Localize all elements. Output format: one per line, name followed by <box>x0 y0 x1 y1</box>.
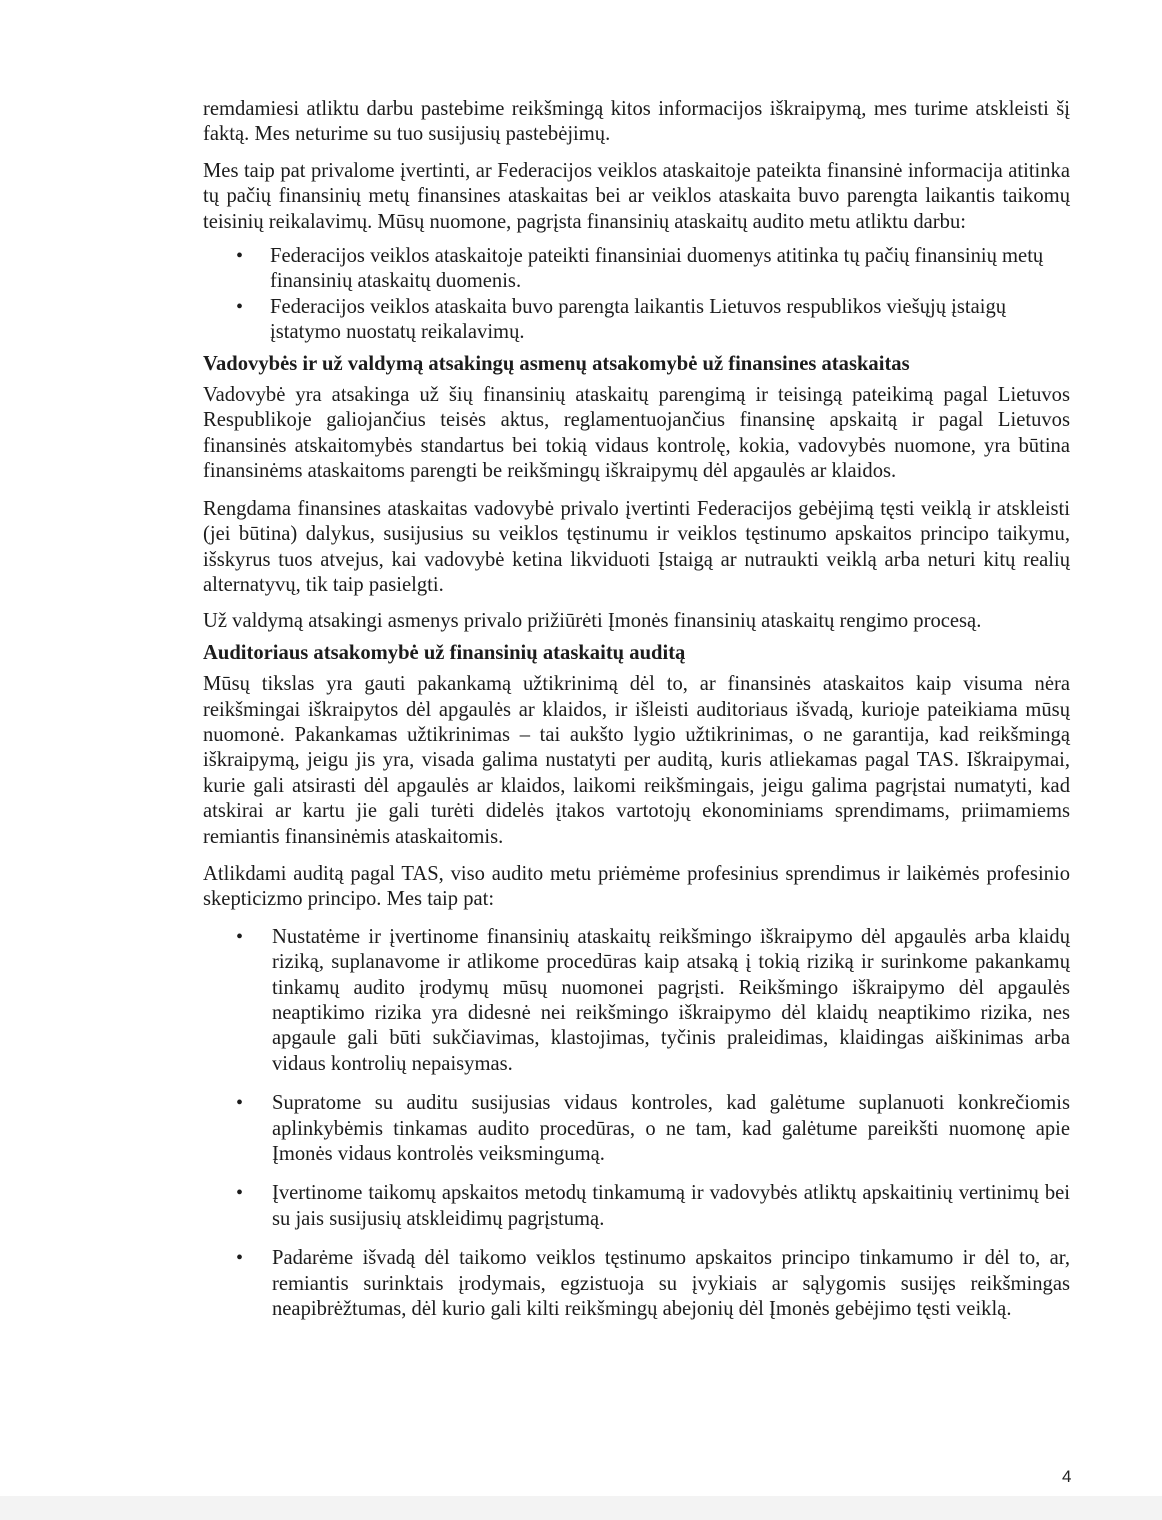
bullet-icon: • <box>236 1092 244 1115</box>
page-bottom-edge <box>0 1496 1162 1520</box>
page-number: 4 <box>1062 1467 1072 1486</box>
list-item <box>203 1091 1070 1167</box>
paragraph-intro: remdamiesi atliktu darbu pastebime reikšmingą kitos informacijos iškraipymą, mes turime atskleisti šį faktą. Mes neturime su tuo susijusių pastebėjimų. <box>203 98 1070 146</box>
paragraph-obligation: Mes taip pat privalome įvertinti, ar Federacijos veiklos ataskaitoje pateikta finansinė informacija atitinka tų pačių finansinių metų finansines ataskaitas bei ar veiklos ataskaita buvo parengta laikantis taikomų teisinių reikalavimų. Mūsų nuomone, pagrįsta finansinių ataskaitų audito metu atliktu darbu: <box>203 159 1070 233</box>
bullet-icon: • <box>236 1182 244 1205</box>
list-item <box>203 295 1070 346</box>
heading-auditor-responsibility: Auditoriaus atsakomybė už finansinių ataskaitų auditą <box>203 641 686 664</box>
findings-list <box>203 244 1070 346</box>
bullet-icon: • <box>236 295 244 318</box>
page-content <box>203 97 1070 1322</box>
paragraph-governance-oversight: Už valdymą atsakingi asmenys privalo prižiūrėti Įmonės finansinių ataskaitų rengimo procesą. <box>203 610 982 633</box>
list-item <box>203 1246 1070 1322</box>
heading-management-responsibility: Vadovybės ir už valdymą atsakingų asmenų atsakomybė už finansines ataskaitas <box>203 352 910 375</box>
list-item-text: Supratome su auditu susijusias vidaus kontroles, kad galėtume suplanuoti konkrečiomis aplinkybėmis tinkamas audito procedūras, o ne tam, kad galėtume pareikšti nuomonę apie Įmonės vidaus kontrolės veiksmingumą. <box>272 1092 1070 1166</box>
list-item-text: Įvertinome taikomų apskaitos metodų tinkamumą ir vadovybės atliktų apskaitinių vertinimų bei su jais susijusių atskleidimų pagrįstumą. <box>272 1182 1070 1230</box>
bullet-icon: • <box>236 245 244 268</box>
list-item-text: Federacijos veiklos ataskaita buvo parengta laikantis Lietuvos respublikos viešųjų įstaigų įstatymo nuostatų reikalavimų. <box>270 295 1007 344</box>
paragraph-management-responsibility: Vadovybė yra atsakinga už šių finansinių ataskaitų parengimą ir teisingą pateikimą pagal Lietuvos Respublikoje galiojančius teisės aktus, reglamentuojančius finansinę apskaitą ir pagal Lietuvos finansinės atskaitomybės standartus bei tokią vidaus kontrolę, kokia, vadovybės nuomone, yra būtina finansinėms ataskaitoms parengti be reikšmingų iškraipymų dėl apgaulės ar klaidos. <box>203 384 1070 483</box>
paragraph-going-concern: Rengdama finansines ataskaitas vadovybė privalo įvertinti Federacijos gebėjimą tęsti veiklą ir atskleisti (jei būtina) dalykus, susijusius su veiklos tęstinumu ir veiklos tęstinumo apskaitos principo taikymu, išskyrus tuos atvejus, kai vadovybė ketina likviduoti Įstaigą ar nutraukti veiklą arba neturi kitų realių alternatyvų, tik taip pasielgti. <box>203 497 1070 596</box>
list-item-text: Padarėme išvadą dėl taikomo veiklos tęstinumo apskaitos principo tinkamumo ir dėl to, ar, remiantis surinktais įrodymais, egzistuoja su įvykiais ar sąlygomis susijęs reikšmingas neapibrėžtumas, dėl kurio gali kilti reikšmingų abejonių dėl Įmonės gebėjimo tęsti veiklą. <box>272 1247 1070 1321</box>
list-item-text: Nustatėme ir įvertinome finansinių ataskaitų reikšmingo iškraipymo dėl apgaulės arba klaidų riziką, suplanavome ir atlikome procedūras kaip atsaką į tokią riziką ir surinkome pakankamų tinkamų audito įrodymų mūsų nuomonei pagrįsti. Reikšmingo iškraipymo dėl apgaulės neaptikimo rizika yra didesnė nei reikšmingo iškraipymo dėl klaidų neaptikimo rizika, nes apgaule gali būti sukčiavimas, klastojimas, tyčinis praleidimas, klaidingas aiškinimas arba vidaus kontrolių nepaisymas. <box>272 925 1070 1075</box>
procedures-list <box>203 925 1070 1323</box>
bullet-icon: • <box>236 1247 244 1270</box>
list-item <box>203 925 1070 1077</box>
list-item <box>203 244 1070 295</box>
list-item-text: Federacijos veiklos ataskaitoje pateikti finansiniai duomenys atitinka tų pačių finansinių metų finansinių ataskaitų duomenis. <box>270 245 1044 293</box>
paragraph-auditor-objective: Mūsų tikslas yra gauti pakankamą užtikrinimą dėl to, ar finansinės ataskaitos kaip visuma nėra reikšmingai iškraipytos dėl apgaulės ar klaidos, ir išleisti auditoriaus išvadą, kurioje pateikiama mūsų nuomonė. Pakankamas užtikrinimas – tai aukšto lygio užtikrinimas, o ne garantija, kad reikšmingą iškraipymą, jeigu jis yra, visada galima nustatyti per auditą, kuris atliekamas pagal TAS. Iškraipymai, kurie gali atsirasti dėl apgaulės ar klaidos, laikomi reikšmingais, jeigu galima pagrįstai numatyti, kad atskirai ar kartu jie gali turėti didelės įtakos vartotojų ekonominiams sprendimams, priimamiems remiantis finansinėmis ataskaitomis. <box>203 673 1070 848</box>
paragraph-audit-judgement: Atlikdami auditą pagal TAS, viso audito metu priėmėme profesinius sprendimus ir laikėmės profesinio skepticizmo principo. Mes taip pat: <box>203 862 1070 911</box>
bullet-icon: • <box>236 925 244 948</box>
list-item <box>203 1181 1070 1232</box>
